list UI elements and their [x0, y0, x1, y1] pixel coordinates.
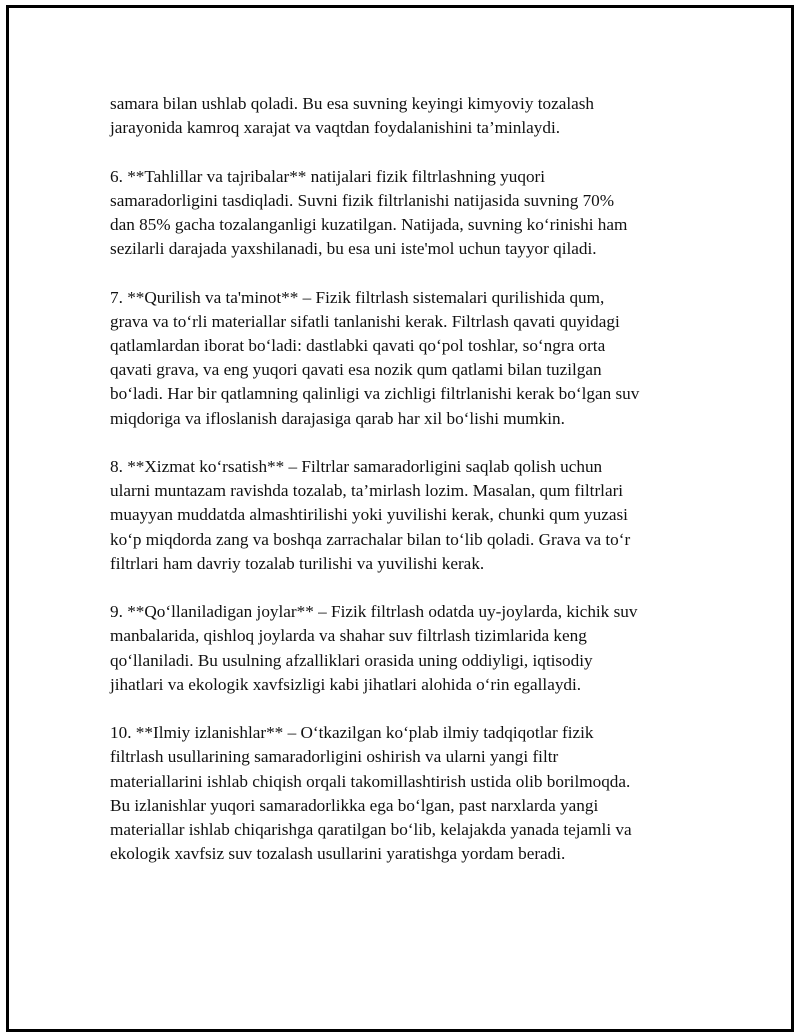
text-line: ko‘p miqdorda zang va boshqa zarrachalar bilan to‘lib qoladi. Grava va to‘r [110, 529, 631, 549]
paragraph-item-6 [110, 165, 700, 262]
text-line: manbalarida, qishloq joylarda va shahar suv filtrlash tizimlarida keng [110, 626, 587, 646]
text-line: jarayonida kamroq xarajat va vaqtdan foydalanishini ta’minlaydi. [110, 118, 561, 138]
text-line: 10. **Ilmiy izlanishlar** – O‘tkazilgan ko‘plab ilmiy tadqiqotlar fizik [110, 723, 594, 743]
text-line: sezilarli darajada yaxshilanadi, bu esa uni iste'mol uchun tayyor qiladi. [110, 239, 597, 259]
text-line: qavati grava, va eng yuqori qavati esa nozik qum qatlami bilan tuzilgan [110, 360, 602, 380]
paragraph-item-7 [110, 286, 700, 431]
document-body [110, 92, 700, 891]
text-line: materiallar ishlab chiqarishga qaratilgan bo‘lib, kelajakda yanada tejamli va [110, 820, 632, 840]
text-line: 7. **Qurilish va ta'minot** – Fizik filtrlash sistemalari qurilishida qum, [110, 287, 605, 307]
text-line: Bu izlanishlar yuqori samaradorlikka ega bo‘lgan, past narxlarda yangi [110, 795, 599, 815]
text-line: materiallarini ishlab chiqish orqali takomillashtirish ustida olib borilmoqda. [110, 771, 631, 791]
text-line: filtrlari ham davriy tozalab turilishi va yuvilishi kerak. [110, 553, 485, 573]
text-line: ekologik xavfsiz suv tozalash usullarini yaratishga yordam beradi. [110, 844, 566, 864]
text-line: miqdoriga va ifloslanish darajasiga qarab har xil bo‘lishi mumkin. [110, 408, 565, 428]
text-line: qo‘llaniladi. Bu usulning afzalliklari orasida uning oddiyligi, iqtisodiy [110, 650, 593, 670]
text-line: 9. **Qo‘llaniladigan joylar** – Fizik filtrlash odatda uy-joylarda, kichik suv [110, 602, 638, 622]
text-line: dan 85% gacha tozalanganligi kuzatilgan. Natijada, suvning ko‘rinishi ham [110, 215, 628, 234]
paragraph-item-10 [110, 721, 700, 866]
text-line: bo‘ladi. Har bir qatlamning qalinligi va zichligi filtrlanishi kerak bo‘lgan suv [110, 384, 640, 404]
paragraph-item-9 [110, 600, 700, 697]
text-line: filtrlash usullarining samaradorligini oshirish va ularni yangi filtr [110, 747, 559, 767]
text-line: grava va to‘rli materiallar sifatli tanlanishi kerak. Filtrlash qavati quyidagi [110, 311, 620, 331]
text-line: 8. **Xizmat ko‘rsatish** – Filtrlar samaradorligini saqlab qolish uchun [110, 457, 603, 476]
text-line: muayyan muddatda almashtirilishi yoki yuvilishi kerak, chunki qum yuzasi [110, 505, 628, 525]
paragraph-continuation [110, 92, 700, 140]
text-line: samaradorligini tasdiqladi. Suvni fizik filtrlanishi natijasida suvning 70% [110, 190, 615, 210]
text-line: 6. **Tahlillar va tajribalar** natijalari fizik filtrlashning yuqori [110, 166, 546, 186]
text-line: samara bilan ushlab qoladi. Bu esa suvning keyingi kimyoviy tozalash [110, 94, 595, 113]
text-line: jihatlari va ekologik xavfsizligi kabi jihatlari alohida o‘rin egallaydi. [110, 674, 582, 694]
text-line: ularni muntazam ravishda tozalab, ta’mirlash lozim. Masalan, qum filtrlari [110, 481, 624, 501]
paragraph-item-8 [110, 455, 700, 576]
text-line: qatlamlardan iborat bo‘ladi: dastlabki qavati qo‘pol toshlar, so‘ngra orta [110, 336, 606, 355]
